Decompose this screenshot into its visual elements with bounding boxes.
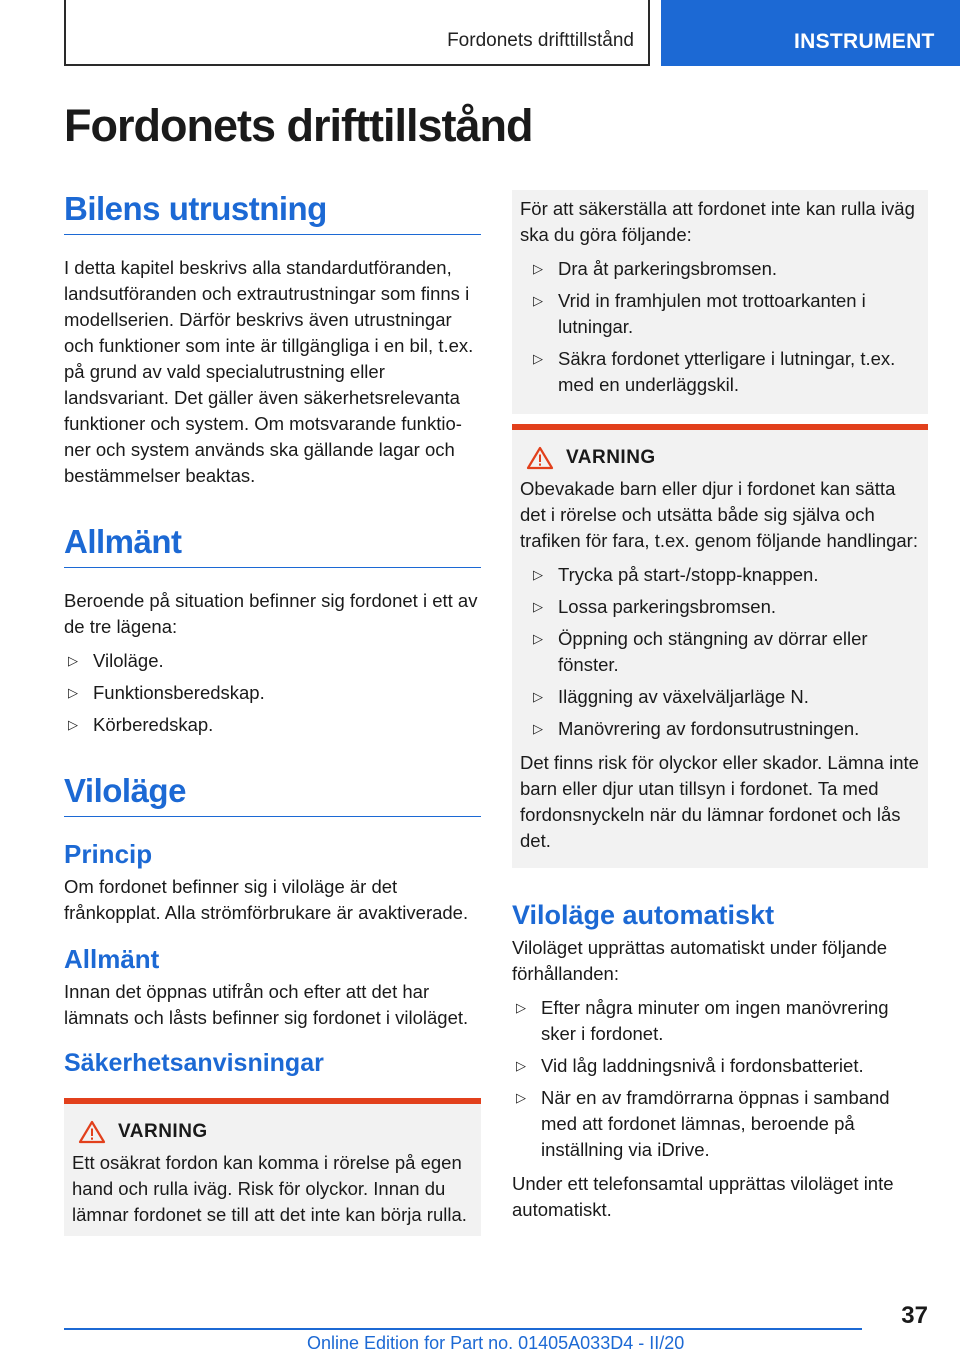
warning-label: VARNING xyxy=(118,1121,208,1142)
list-states xyxy=(64,648,481,738)
paragraph-auto-intro: Viloläget upprättas automatiskt under följande förhållanden: xyxy=(512,937,888,984)
bullet-triangle-icon: ▷ xyxy=(533,567,543,582)
list-item: ▷ Vrid in framhjulen mot trottoarkanten i lutningar. xyxy=(533,290,866,337)
warning-intro: Obevakade barn eller djur i fordonet kan sätta det i rörelse och utsätta både sig själva och trafiken för fara, t.ex. genom följande handlingar: xyxy=(520,478,918,551)
paragraph-bilens-utrustning: I detta kapitel beskrivs alla standardutföranden, landsutföranden och extrautrustningar som finns i modellserien. Därför beskrivs även utrustningar och funktioner som inte är tillgängliga i en bil, t.ex. på grund av vald specialutrustning eller landsvariant. Det gäller även säkerhetsrelevanta funktioner och system. Om motsvarande funktioner och system används ska gällande lagar och bestämmelser beaktas. xyxy=(64,257,474,486)
box-intro: För att säkerställa att fordonet inte kan rulla iväg ska du göra följande: xyxy=(520,198,915,245)
warning-box-2 xyxy=(512,424,928,868)
page-number: 37 xyxy=(901,1302,928,1329)
bullet-triangle-icon: ▷ xyxy=(533,261,543,276)
bullet-triangle-icon: ▷ xyxy=(533,599,543,614)
left-column xyxy=(64,190,481,1236)
list-item: ▷ Efter några minuter om ingen manövrering sker i fordonet. xyxy=(516,997,889,1044)
bullet-triangle-icon: ▷ xyxy=(516,1090,526,1105)
list-item: ▷ Lossa parkeringsbromsen. xyxy=(520,594,920,620)
list-auto-conditions xyxy=(512,995,928,1163)
header-section-title: Fordonets drifttillstånd xyxy=(447,30,634,51)
header-chapter-label: INSTRUMENT xyxy=(794,30,935,53)
bullet-triangle-icon: ▷ xyxy=(516,1000,526,1015)
header-chapter-tab[interactable] xyxy=(661,0,960,66)
paragraph-allmant-2: Innan det öppnas utifrån och efter att det har lämnats och låsts befinner sig fordonet i viloläget. xyxy=(64,981,469,1028)
bullet-triangle-icon: ▷ xyxy=(533,351,543,366)
list-item: ▷ Säkra fordonet ytterligare i lutningar, t.ex. med en underläggskil. xyxy=(533,348,896,395)
heading-bilens-utrustning: Bilens utrustning xyxy=(64,190,481,235)
warning-header xyxy=(72,1120,473,1144)
bullet-triangle-icon: ▷ xyxy=(516,1058,526,1073)
list-item: ▷ Iläggning av växelväljarläge N. xyxy=(520,684,920,710)
list-item: ▷ Funktionsberedskap. xyxy=(64,680,481,706)
heading-princip: Princip xyxy=(64,839,153,869)
warning-box-1 xyxy=(64,1098,481,1236)
footer-divider xyxy=(64,1328,862,1330)
bullet-triangle-icon: ▷ xyxy=(533,689,543,704)
list-item: ▷ Viloläge. xyxy=(64,648,481,674)
list-item: ▷ När en av framdörrarna öppnas i samband med att fordonet lämnas, beroende på inställning via iDrive. xyxy=(516,1087,890,1160)
heading-allmant: Allmänt xyxy=(64,523,481,568)
info-box-rolling xyxy=(512,190,928,414)
paragraph-princip: Om fordonet befinner sig i viloläge är det frånkopplat. Alla strömförbrukare är avaktiverade. xyxy=(64,876,469,923)
list-warning-actions xyxy=(520,562,920,742)
list-rolling-steps xyxy=(520,256,920,398)
paragraph-auto-outro: Under ett telefonsamtal upprättas viloläget inte automatiskt. xyxy=(512,1173,894,1220)
page-title: Fordonets drifttillstånd xyxy=(64,100,533,151)
heading-sakerhetsanvisningar: Säkerhetsanvisningar xyxy=(64,1049,324,1077)
list-item: ▷ Körberedskap. xyxy=(64,712,481,738)
heading-vilolage: Viloläge xyxy=(64,772,481,817)
paragraph-allmant: Beroende på situation befinner sig fordonet i ett av de tre lägena: xyxy=(64,590,478,637)
footer-edition: Online Edition for Part no. 01405A033D4 - II/20 xyxy=(307,1333,685,1353)
warning-body: Ett osäkrat fordon kan komma i rörelse på egen hand och rulla iväg. Risk för olyckor. Innan du lämnar fordonet se till att det inte kan börja rulla. xyxy=(72,1152,467,1225)
right-column xyxy=(512,190,928,1231)
list-item: ▷ Trycka på start-/stopp-knappen. xyxy=(520,562,920,588)
list-item: ▷ Öppning och stängning av dörrar eller fönster. xyxy=(533,628,868,675)
warning-triangle-icon xyxy=(78,1120,106,1144)
list-item: ▷ Vid låg laddningsnivå i fordonsbatteriet. xyxy=(512,1053,928,1079)
bullet-triangle-icon: ▷ xyxy=(533,293,543,308)
bullet-triangle-icon: ▷ xyxy=(68,685,78,700)
bullet-triangle-icon: ▷ xyxy=(68,653,78,668)
list-item: ▷ Manövrering av fordonsutrustningen. xyxy=(520,716,920,742)
header-section-box xyxy=(64,0,650,66)
bullet-triangle-icon: ▷ xyxy=(533,721,543,736)
list-item: ▷ Dra åt parkeringsbromsen. xyxy=(520,256,920,282)
heading-allmant-2: Allmänt xyxy=(64,944,160,974)
bullet-triangle-icon: ▷ xyxy=(533,631,543,646)
warning-outro: Det finns risk för olyckor eller skador. Lämna inte barn eller djur utan tillsyn i fordonet. Ta med fordonsnyckeln när du lämnar fordonet och lås det. xyxy=(520,752,919,851)
heading-vilolage-automatiskt: Viloläge automatiskt xyxy=(512,900,775,930)
warning-header xyxy=(520,446,920,470)
warning-triangle-icon xyxy=(526,446,554,470)
bullet-triangle-icon: ▷ xyxy=(68,717,78,732)
warning-label: VARNING xyxy=(566,447,656,468)
